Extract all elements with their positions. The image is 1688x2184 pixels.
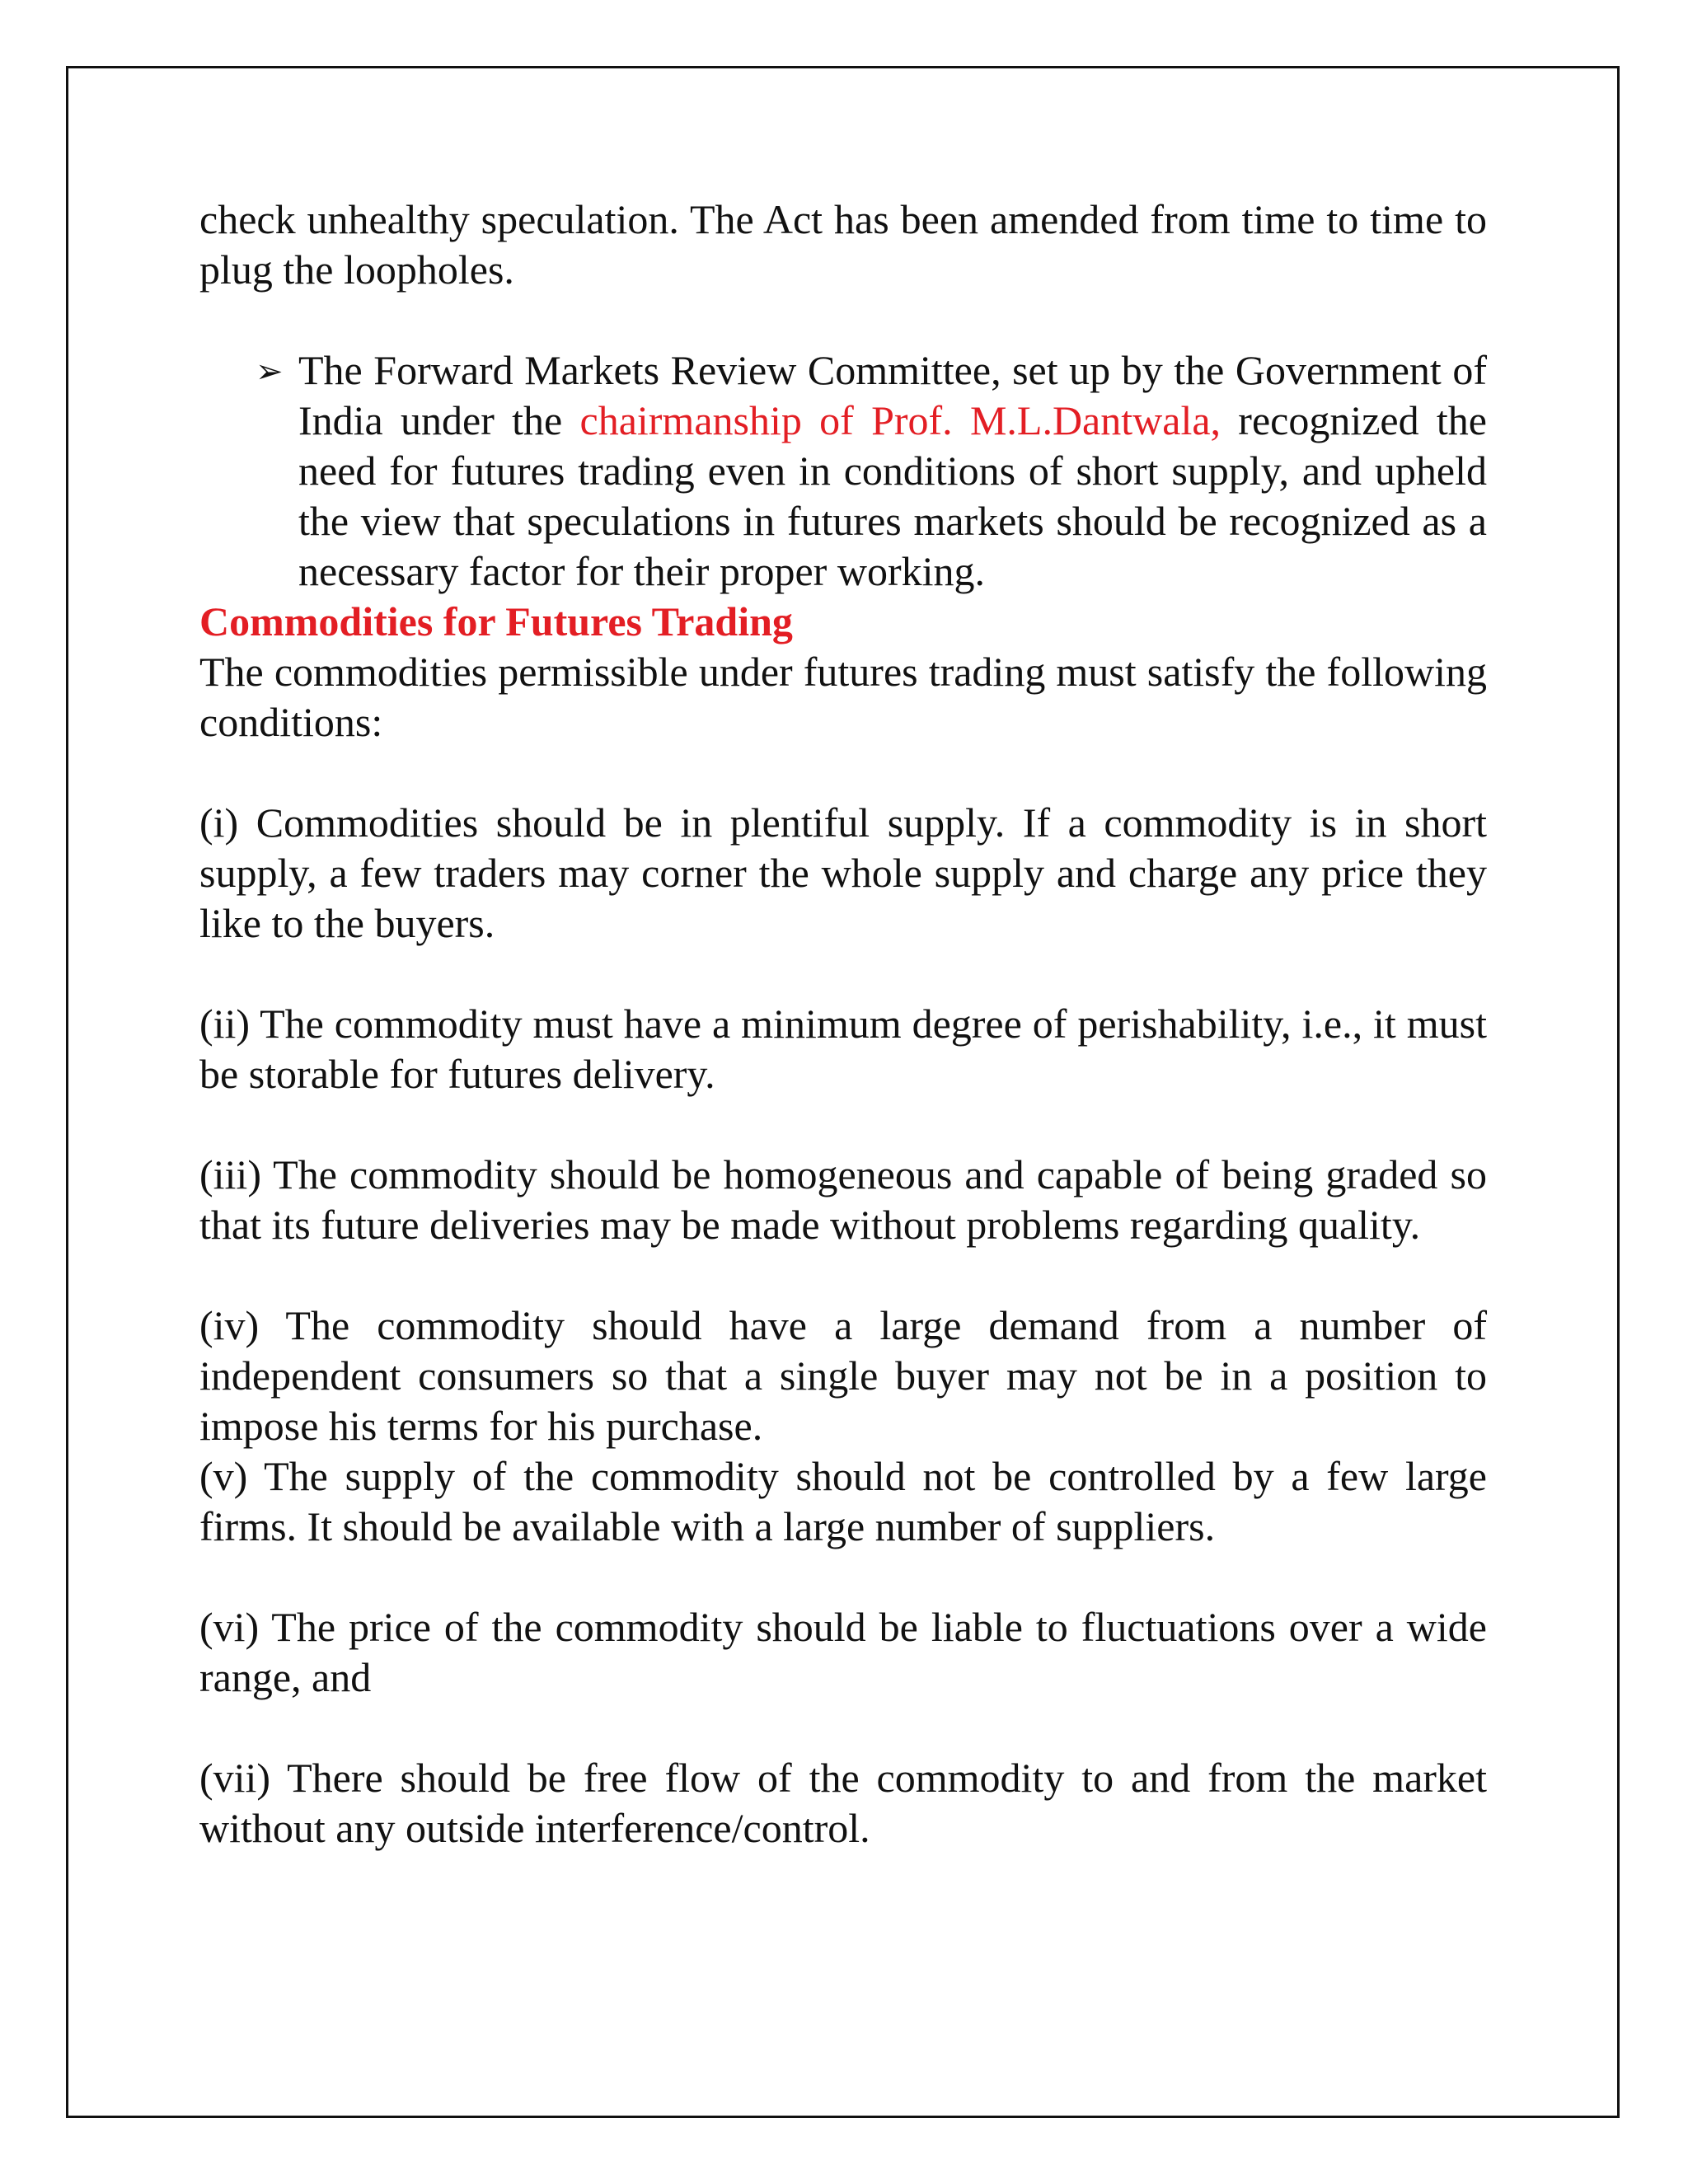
bullet-text-before: The Forward Markets Review Committee, set up by the Government of India under the xyxy=(298,347,1487,443)
paragraph-intro: check unhealthy speculation. The Act has been amended from time to time to plug the loopholes. xyxy=(199,196,1487,293)
condition-item: (v) The supply of the commodity should not be controlled by a few large firms. It should be available with a large number of suppliers. xyxy=(199,1453,1487,1549)
spacer xyxy=(199,295,1487,345)
section-heading: Commodities for Futures Trading xyxy=(199,598,793,644)
highlighted-chairmanship: chairmanship of Prof. M.L.Dantwala, xyxy=(579,397,1221,443)
arrow-bullet-icon: ➢ xyxy=(256,353,284,391)
spacer xyxy=(199,1250,1487,1301)
condition-item: (i) Commodities should be in plentiful supply. If a commodity is in short supply, a few traders may corner the whole supply and charge any price they like to the buyers. xyxy=(199,799,1487,946)
bullet-text xyxy=(298,345,1487,597)
spacer xyxy=(199,1099,1487,1150)
bullet-text-after: recognized the need for futures trading even in conditions of short supply, and upheld the view that speculations in futures markets should be recognized as a necessary factor for their proper working. xyxy=(298,397,1487,594)
condition-item: (iv) The commodity should have a large demand from a number of independent consumers so that a single buyer may not be in a position to impose his terms for his purchase. xyxy=(199,1302,1487,1449)
spacer xyxy=(199,1552,1487,1602)
spacer xyxy=(199,1703,1487,1753)
condition-item: (ii) The commodity must have a minimum degree of perishability, i.e., it must be storable for futures delivery. xyxy=(199,1001,1487,1097)
condition-item: (vii) There should be free flow of the commodity to and from the market without any outside interference/control. xyxy=(199,1755,1487,1851)
condition-item: (iii) The commodity should be homogeneous and capable of being graded so that its future deliveries may be made without problems regarding quality. xyxy=(199,1151,1487,1248)
paragraph-lead: The commodities permissible under futures trading must satisfy the following conditions: xyxy=(199,649,1487,745)
condition-item: (vi) The price of the commodity should be liable to fluctuations over a wide range, and xyxy=(199,1604,1487,1700)
spacer xyxy=(199,748,1487,798)
spacer xyxy=(199,949,1487,999)
document-body xyxy=(199,194,1487,1854)
bullet-item-committee xyxy=(256,345,1487,597)
